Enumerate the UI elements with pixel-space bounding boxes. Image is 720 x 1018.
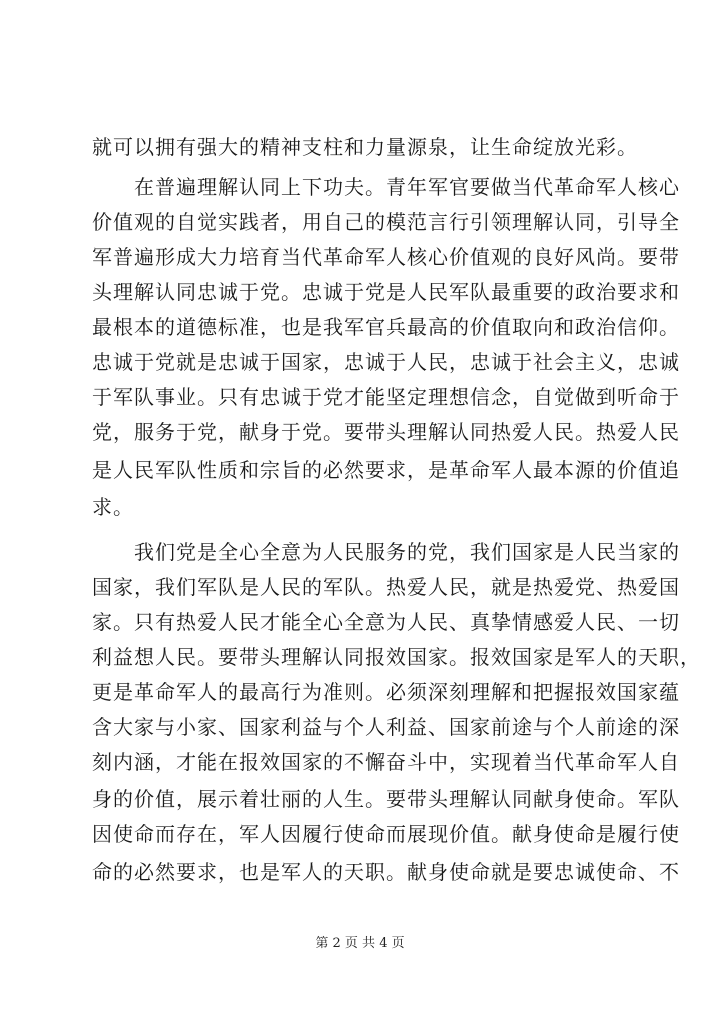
text-line: 家。只有热爱人民才能全心全意为人民、真挚情感爱人民、一切 [92,610,680,634]
text-line: 头理解认同忠诚于党。忠诚于党是人民军队最重要的政治要求和 [92,280,680,304]
text-line: 就可以拥有强大的精神支柱和力量源泉，让生命绽放光彩。 [92,135,638,159]
text-line: 命的必然要求，也是军人的天职。献身使命就是要忠诚使命、不 [92,860,680,884]
text-line: 最根本的道德标准，也是我军官兵最高的价值取向和政治信仰。 [92,315,680,339]
page-footer: 第 2 页 共 4 页 [315,936,405,951]
text-line: 身的价值，展示着壮丽的人生。要带头理解认同献身使命。军队 [92,787,680,811]
text-line: 利益想人民。要带头理解认同报效国家。报效国家是军人的天职， [92,645,701,669]
text-line: 价值观的自觉实践者，用自己的模范言行引领理解认同，引导全 [92,210,680,234]
text-line: 求。 [92,495,134,519]
text-line: 于军队事业。只有忠诚于党才能坚定理想信念，自觉做到听命于 [92,385,680,409]
text-line: 因使命而存在，军人因履行使命而展现价值。献身使命是履行使 [92,822,680,846]
text-line: 含大家与小家、国家利益与个人利益、国家前途与个人前途的深 [92,715,680,739]
text-line: 党，服务于党，献身于党。要带头理解认同热爱人民。热爱人民 [92,420,680,444]
text-line: 国家，我们军队是人民的军队。热爱人民，就是热爱党、热爱国 [92,575,680,599]
text-line: 是人民军队性质和宗旨的必然要求，是革命军人最本源的价值追 [92,458,680,482]
text-line: 忠诚于党就是忠诚于国家，忠诚于人民，忠诚于社会主义，忠诚 [92,350,680,374]
text-line: 我们党是全心全意为人民服务的党，我们国家是人民当家的 [92,540,680,564]
text-line: 刻内涵，才能在报效国家的不懈奋斗中，实现着当代革命军人自 [92,750,680,774]
text-line: 更是革命军人的最高行为准则。必须深刻理解和把握报效国家蕴 [92,680,680,704]
text-line: 军普遍形成大力培育当代革命军人核心价值观的良好风尚。要带 [92,245,680,269]
text-line: 在普遍理解认同上下功夫。青年军官要做当代革命军人核心 [92,175,680,199]
